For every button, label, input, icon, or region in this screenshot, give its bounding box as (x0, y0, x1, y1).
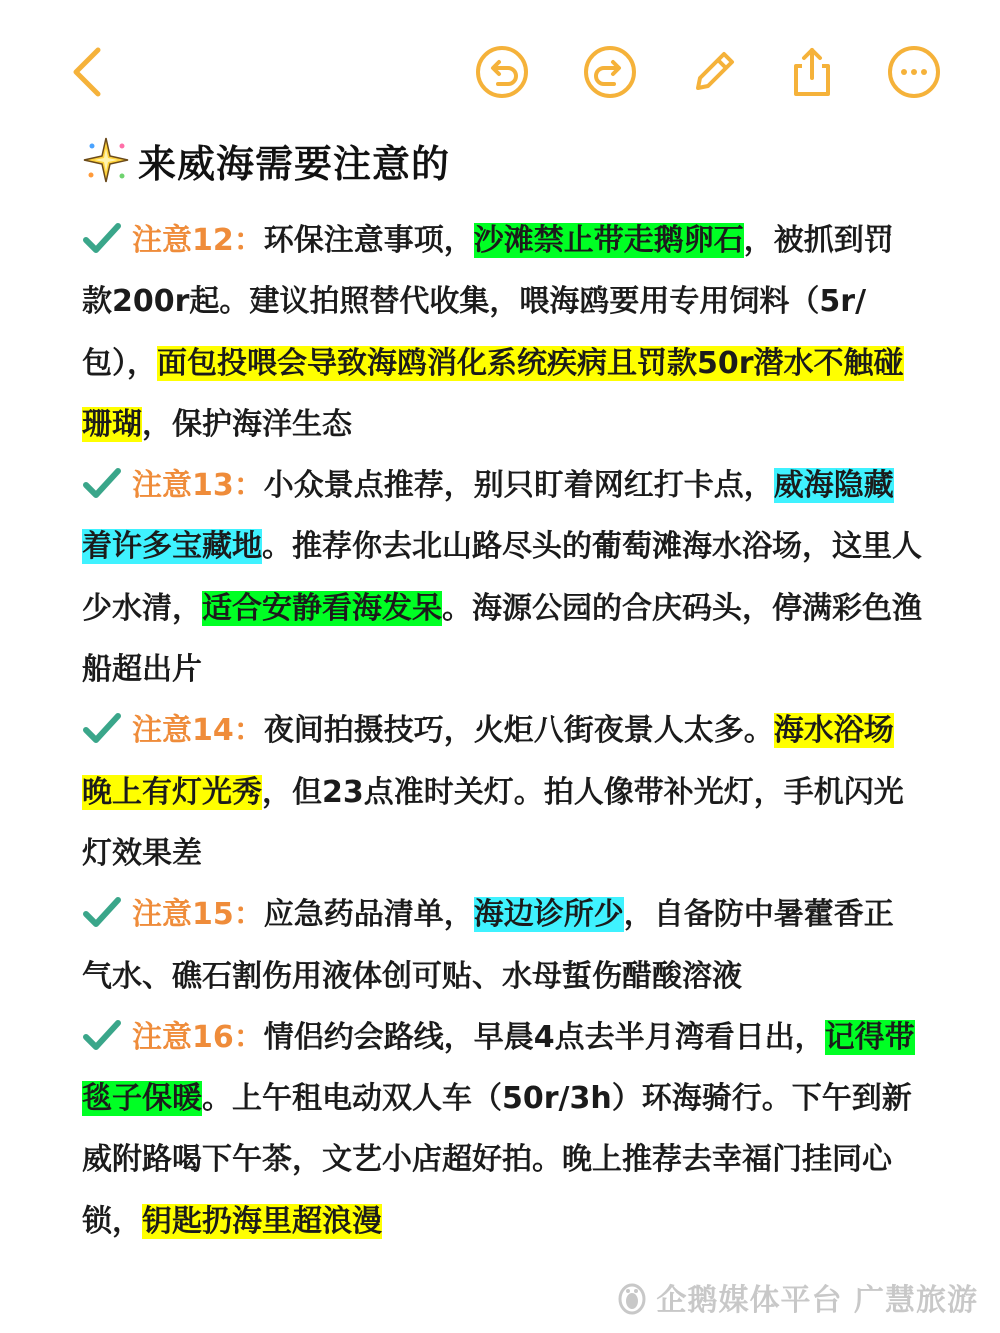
page-title: 来威海需要注意的 (138, 141, 451, 186)
share-icon (784, 44, 840, 100)
note-text: 应急药品清单， (263, 897, 474, 933)
back-button[interactable] (56, 40, 116, 104)
highlighted-text: 沙滩禁止带走鹅卵石 (473, 223, 744, 258)
highlighted-text: 海边诊所少 (473, 897, 624, 933)
note-label: 注意14： (132, 713, 264, 749)
note-item (82, 210, 922, 455)
highlighted-text: 钥匙扔海里超浪漫 (142, 1203, 382, 1239)
highlighted-text: 面包投喂会导致海鸥消化系统疾病且罚款50r潜水不触碰珊瑚 (82, 345, 904, 442)
note-text: ，保护海洋生态 (142, 406, 352, 442)
check-icon (82, 1019, 122, 1051)
note-text: 环保注意事项， (263, 223, 474, 258)
watermark (615, 1275, 978, 1319)
more-icon (886, 44, 942, 100)
highlighted-text: 记得带毯子保暖 (82, 1019, 915, 1117)
notes-list (82, 210, 922, 1252)
note-label: 注意16： (132, 1019, 264, 1055)
edit-button[interactable] (684, 40, 744, 104)
check-icon (82, 896, 122, 928)
note-text: 。推荐你去北山路尽头的葡萄滩海水浴场，这里人少水清， (82, 529, 922, 626)
pencil-icon (686, 44, 742, 100)
note-item (82, 1007, 922, 1252)
undo-button[interactable] (472, 40, 532, 104)
note-text: 情侣约会路线，早晨4点去半月湾看日出， (263, 1019, 825, 1055)
penguin-icon (615, 1279, 649, 1315)
note-text: 夜间拍摄技巧，火炬八街夜景人太多。 (263, 713, 774, 749)
highlighted-text: 海水浴场晚上有灯光秀 (82, 713, 894, 810)
note-label: 注意13： (132, 468, 264, 504)
note-text: ，自备防中暑藿香正气水、礁石割伤用液体创可贴、水母蜇伤醋酸溶液 (82, 897, 894, 994)
note-text: ，但23点准时关灯。拍人像带补光灯，手机闪光灯效果差 (82, 774, 904, 871)
note-title (82, 128, 450, 192)
more-button[interactable] (884, 40, 944, 104)
check-icon (82, 467, 122, 499)
check-icon (82, 712, 122, 744)
undo-icon (474, 44, 530, 100)
highlighted-text: 威海隐藏着许多宝藏地 (82, 468, 894, 565)
note-text: ，被抓到罚款200r起。建议拍照替代收集，喂海鸥要用专用饲料（5r/包）， (82, 223, 894, 381)
share-button[interactable] (782, 40, 842, 104)
note-item (82, 700, 922, 884)
highlighted-text: 适合安静看海发呆 (202, 590, 442, 626)
watermark-text: 企鹅媒体平台 广慧旅游 (656, 1283, 978, 1318)
redo-button[interactable] (580, 40, 640, 104)
note-item (82, 884, 922, 1007)
note-label: 注意15： (132, 897, 264, 933)
note-label: 注意12： (132, 223, 264, 258)
note-text: 。上午租电动双人车（50r/3h）环海骑行。下午到新威附路喝下午茶，文艺小店超好拍。晚上推荐去幸福门挂同心锁， (82, 1081, 912, 1239)
toolbar (0, 40, 1000, 104)
note-text: 小众景点推荐，别只盯着网红打卡点， (263, 468, 774, 504)
redo-icon (582, 44, 638, 100)
note-text: 。海源公园的合庆码头，停满彩色渔船超出片 (82, 590, 922, 688)
check-icon (82, 222, 122, 254)
back-icon (66, 44, 106, 100)
note-item (82, 455, 922, 700)
sparkle-icon (82, 136, 130, 184)
